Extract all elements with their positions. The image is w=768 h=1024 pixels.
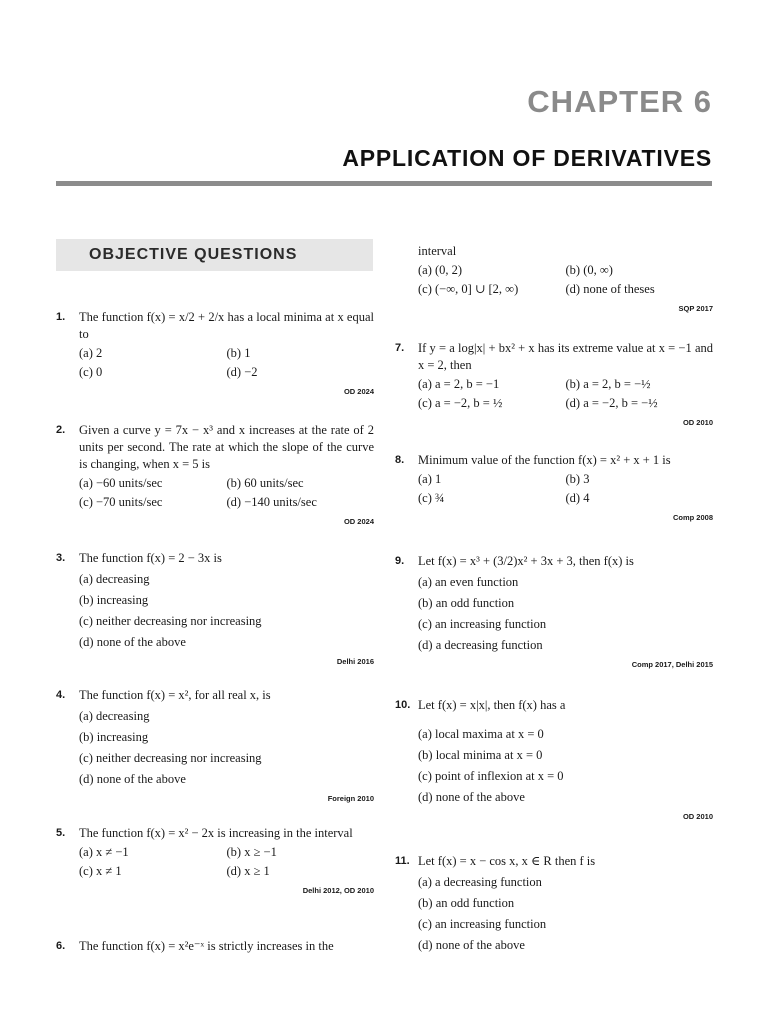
- question-text: Given a curve y = 7x − x³ and x increases at the rate of 2 units per second. The rate at which the slope of the curve is changing, when x = 5 is: [79, 423, 374, 471]
- question-number: 10.: [395, 699, 411, 711]
- option-b: (b) increasing: [79, 593, 149, 607]
- question-text: interval: [418, 244, 457, 258]
- question-text: Let f(x) = x − cos x, x ∈ R then f is: [418, 854, 596, 868]
- question-6-continued: [395, 243, 713, 317]
- option-a: (a) decreasing: [79, 572, 150, 586]
- question-number: 6.: [56, 940, 66, 952]
- option-d: (d) none of the above: [79, 772, 186, 786]
- question-number: 2.: [56, 424, 66, 436]
- option-a: (a) −60 units/sec: [79, 476, 163, 490]
- option-c: (c) point of inflexion at x = 0: [418, 769, 564, 783]
- question-1: [56, 309, 374, 400]
- question-10: [395, 697, 713, 825]
- section-banner: OBJECTIVE QUESTIONS: [56, 239, 373, 271]
- question-number: 1.: [56, 311, 66, 323]
- question-source: Delhi 2016: [336, 657, 374, 666]
- option-b: (b) an odd function: [418, 596, 515, 610]
- question-text: Minimum value of the function f(x) = x² + x + 1 is: [418, 453, 671, 467]
- chapter-title: APPLICATION OF DERIVATIVES: [342, 145, 712, 171]
- option-b: (b) x ≥ −1: [226, 845, 277, 859]
- option-a: (a) local maxima at x = 0: [418, 727, 544, 741]
- option-d: (d) x ≥ 1: [226, 864, 270, 878]
- option-d: (d) −140 units/sec: [226, 495, 317, 509]
- question-text: Let f(x) = x³ + (3/2)x² + 3x + 3, then f(x) is: [418, 554, 634, 568]
- option-a: (a) a decreasing function: [418, 875, 542, 889]
- option-d: (d) none of the above: [418, 938, 525, 952]
- question-11: [395, 853, 713, 954]
- question-number: 11.: [395, 855, 410, 867]
- question-number: 5.: [56, 827, 66, 839]
- question-7: [395, 340, 713, 431]
- question-8: [395, 452, 713, 526]
- option-a: (a) decreasing: [79, 709, 150, 723]
- question-3: [56, 550, 374, 670]
- question-source: OD 2024: [343, 387, 374, 396]
- option-d: (d) −2: [226, 365, 258, 379]
- option-b: (b) an odd function: [418, 896, 515, 910]
- option-c: (c) a = −2, b = ½: [418, 396, 503, 410]
- question-source: OD 2010: [682, 812, 713, 821]
- option-d: (d) none of the above: [418, 790, 525, 804]
- question-number: 7.: [395, 342, 405, 354]
- question-9: [395, 553, 713, 673]
- question-text: Let f(x) = x|x|, then f(x) has a: [418, 698, 566, 712]
- question-source: SQP 2017: [678, 304, 713, 313]
- question-number: 3.: [56, 552, 66, 564]
- option-c: (c) an increasing function: [418, 617, 547, 631]
- question-text: The function f(x) = x², for all real x, is: [79, 688, 271, 702]
- question-number: 4.: [56, 689, 66, 701]
- option-c: (c) ¾: [418, 491, 445, 505]
- option-c: (c) 0: [79, 365, 103, 379]
- option-a: (a) (0, 2): [418, 263, 463, 277]
- option-c: (c) (−∞, 0] ∪ [2, ∞): [418, 282, 519, 296]
- question-text: The function f(x) = x² − 2x is increasing in the interval: [79, 826, 353, 840]
- title-divider: [56, 181, 712, 186]
- option-d: (d) a decreasing function: [418, 638, 543, 652]
- option-d: (d) none of the above: [79, 635, 186, 649]
- question-text: The function f(x) = 2 − 3x is: [79, 551, 222, 565]
- option-c: (c) neither decreasing nor increasing: [79, 751, 262, 765]
- option-a: (a) 2: [79, 346, 103, 360]
- option-c: (c) neither decreasing nor increasing: [79, 614, 262, 628]
- question-source: Foreign 2010: [327, 794, 374, 803]
- option-a: (a) a = 2, b = −1: [418, 377, 500, 391]
- question-text: The function f(x) = x/2 + 2/x has a local minima at x equal to: [79, 310, 374, 341]
- option-b: (b) 1: [226, 346, 251, 360]
- option-a: (a) an even function: [418, 575, 519, 589]
- question-source: OD 2024: [343, 517, 374, 526]
- option-b: (b) a = 2, b = −½: [565, 377, 651, 391]
- option-c: (c) −70 units/sec: [79, 495, 163, 509]
- question-5: [56, 825, 374, 899]
- option-b: (b) 60 units/sec: [226, 476, 304, 490]
- option-d: (d) 4: [565, 491, 590, 505]
- option-a: (a) 1: [418, 472, 442, 486]
- question-text: The function f(x) = x²e⁻ˣ is strictly increases in the: [79, 939, 334, 953]
- option-a: (a) x ≠ −1: [79, 845, 129, 859]
- question-4: [56, 687, 374, 807]
- option-b: (b) (0, ∞): [565, 263, 613, 277]
- question-text: If y = a log|x| + bx² + x has its extreme value at x = −1 and x = 2, then: [418, 341, 713, 372]
- question-source: Comp 2017, Delhi 2015: [631, 660, 713, 669]
- option-b: (b) 3: [565, 472, 590, 486]
- option-d: (d) a = −2, b = −½: [565, 396, 658, 410]
- option-b: (b) increasing: [79, 730, 149, 744]
- chapter-number: CHAPTER 6: [527, 84, 712, 119]
- question-number: 9.: [395, 555, 405, 567]
- option-b: (b) local minima at x = 0: [418, 748, 543, 762]
- question-source: OD 2010: [682, 418, 713, 427]
- question-number: 8.: [395, 454, 405, 466]
- option-c: (c) an increasing function: [418, 917, 547, 931]
- option-c: (c) x ≠ 1: [79, 864, 122, 878]
- question-source: Comp 2008: [672, 513, 713, 522]
- question-6: [56, 938, 374, 955]
- question-2: [56, 422, 374, 530]
- option-d: (d) none of theses: [565, 282, 655, 296]
- question-source: Delhi 2012, OD 2010: [302, 886, 374, 895]
